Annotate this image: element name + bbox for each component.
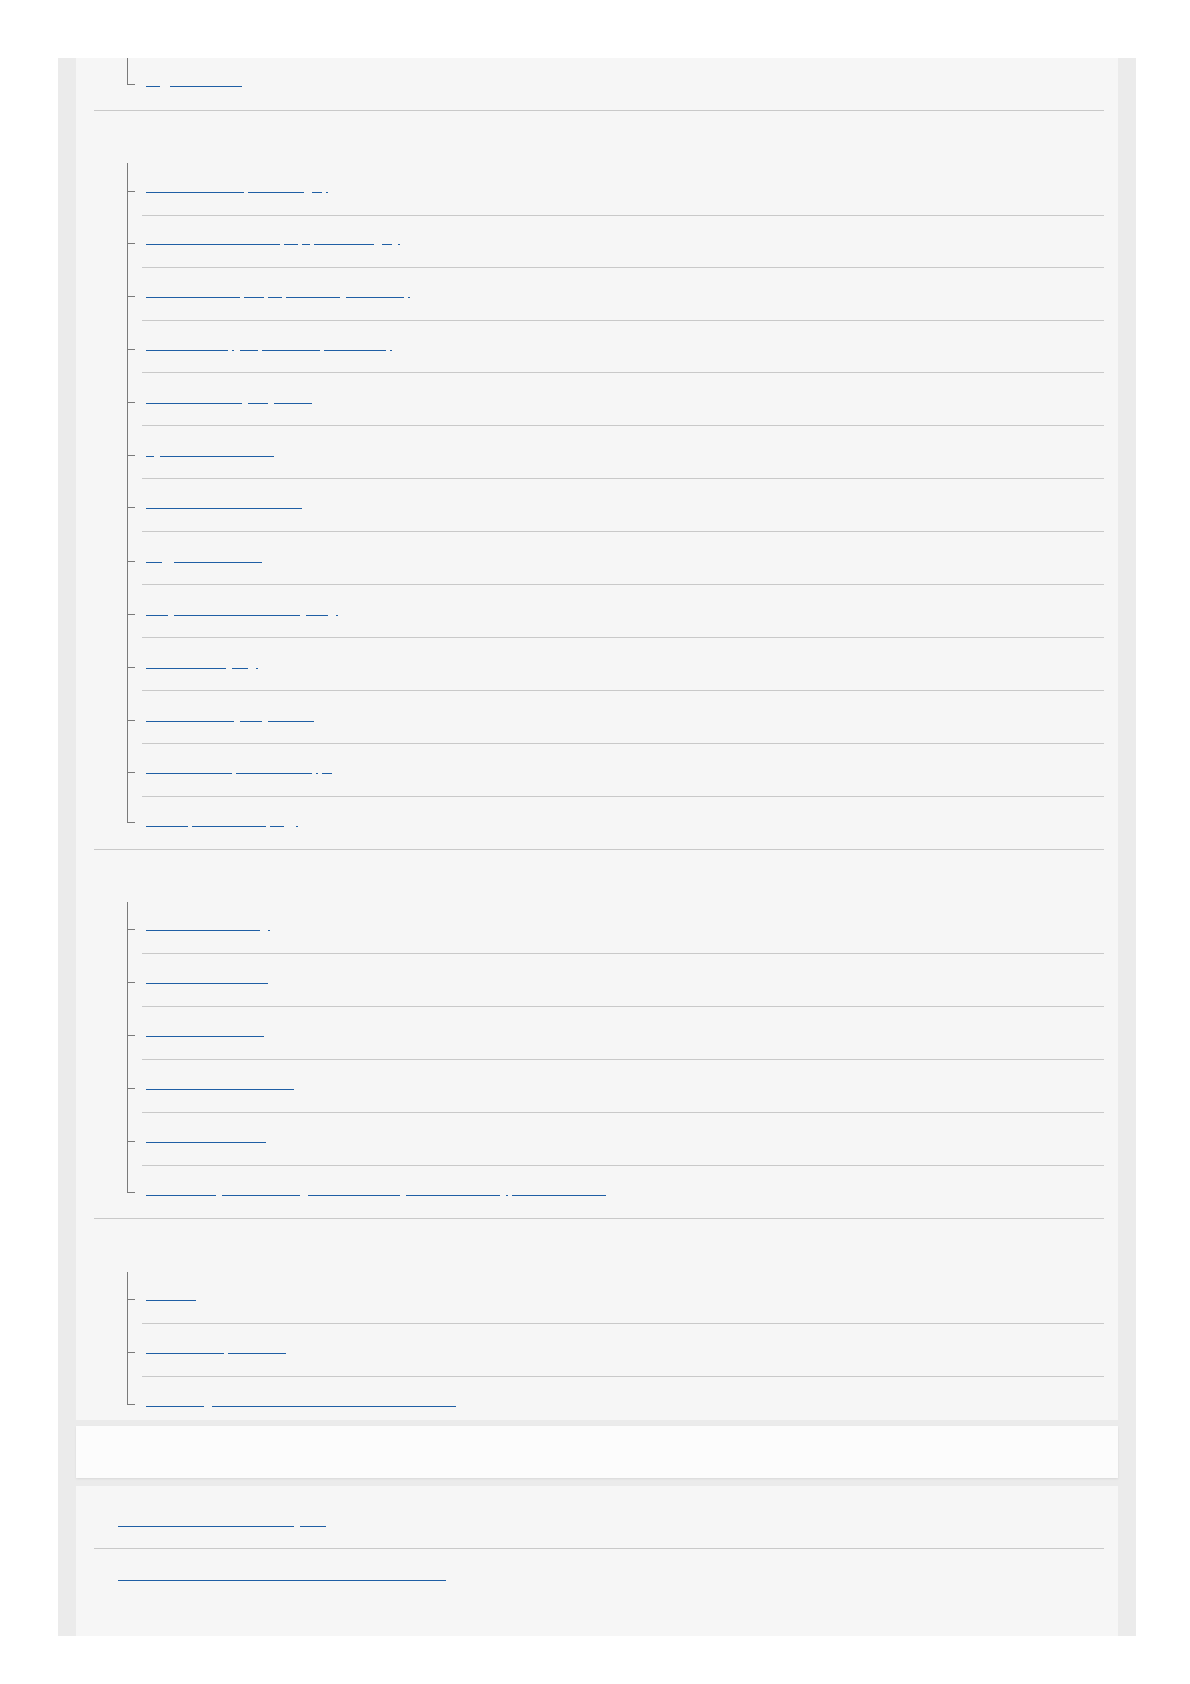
tree-line: [127, 1272, 128, 1404]
tree-branch: [127, 349, 135, 350]
tree-branch: [127, 822, 135, 823]
toc-link[interactable]: [146, 916, 270, 932]
item-divider: [142, 1376, 1104, 1377]
tree-branch: [127, 1035, 135, 1036]
tree-branch: [127, 1404, 135, 1405]
toc-link[interactable]: [146, 1392, 456, 1408]
toc-link[interactable]: [146, 389, 312, 405]
tree-branch: [127, 667, 135, 668]
item-divider: [142, 953, 1104, 954]
toc-link[interactable]: [146, 1128, 266, 1144]
toc-link[interactable]: [146, 442, 274, 458]
footer-link[interactable]: [118, 1566, 446, 1582]
section-divider: [94, 1548, 1104, 1549]
toc-link[interactable]: [146, 1286, 196, 1302]
item-divider: [142, 1112, 1104, 1113]
item-divider: [142, 1323, 1104, 1324]
tree-branch: [127, 1352, 135, 1353]
toc-panel: [76, 58, 1118, 1420]
item-divider: [142, 531, 1104, 532]
section-divider: [94, 110, 1104, 111]
item-divider: [142, 215, 1104, 216]
item-divider: [142, 1059, 1104, 1060]
tree-branch: [127, 1299, 135, 1300]
toc-link[interactable]: [146, 969, 268, 985]
tree-line: [127, 58, 128, 84]
tree-line: [127, 163, 128, 822]
tree-branch: [127, 929, 135, 930]
section-divider: [94, 1218, 1104, 1219]
toc-link[interactable]: [146, 1075, 294, 1091]
tree-branch: [127, 772, 135, 773]
tree-branch: [127, 1141, 135, 1142]
tree-branch: [127, 614, 135, 615]
tree-branch: [127, 982, 135, 983]
item-divider: [142, 1165, 1104, 1166]
toc-link[interactable]: [146, 494, 302, 510]
toc-link[interactable]: [146, 1181, 606, 1197]
item-divider: [142, 320, 1104, 321]
toc-link[interactable]: [146, 72, 242, 88]
toc-link[interactable]: [146, 336, 390, 352]
tree-branch: [127, 561, 135, 562]
footer-link[interactable]: [118, 1512, 326, 1528]
item-divider: [142, 478, 1104, 479]
tree-branch: [127, 296, 135, 297]
item-divider: [142, 584, 1104, 585]
separator-bar: [76, 1426, 1118, 1478]
toc-link[interactable]: [146, 707, 314, 723]
item-divider: [142, 743, 1104, 744]
tree-branch: [127, 402, 135, 403]
footer-panel: [76, 1486, 1118, 1636]
toc-link[interactable]: [146, 283, 410, 299]
item-divider: [142, 796, 1104, 797]
item-divider: [142, 690, 1104, 691]
tree-branch: [127, 191, 135, 192]
section-divider: [94, 849, 1104, 850]
toc-link[interactable]: [146, 548, 262, 564]
toc-link[interactable]: [146, 759, 332, 775]
toc-link[interactable]: [146, 654, 258, 670]
item-divider: [142, 1006, 1104, 1007]
item-divider: [142, 372, 1104, 373]
toc-link[interactable]: [146, 812, 298, 828]
item-divider: [142, 637, 1104, 638]
tree-branch: [127, 1192, 135, 1193]
tree-branch: [127, 720, 135, 721]
toc-link[interactable]: [146, 601, 338, 617]
toc-link[interactable]: [146, 1339, 286, 1355]
toc-link[interactable]: [146, 178, 326, 194]
item-divider: [142, 267, 1104, 268]
toc-link[interactable]: [146, 1022, 264, 1038]
tree-branch: [127, 243, 135, 244]
toc-link[interactable]: [146, 230, 400, 246]
tree-branch: [127, 507, 135, 508]
tree-branch: [127, 1088, 135, 1089]
tree-branch: [127, 455, 135, 456]
item-divider: [142, 425, 1104, 426]
tree-branch: [127, 84, 135, 85]
tree-line: [127, 902, 128, 1192]
